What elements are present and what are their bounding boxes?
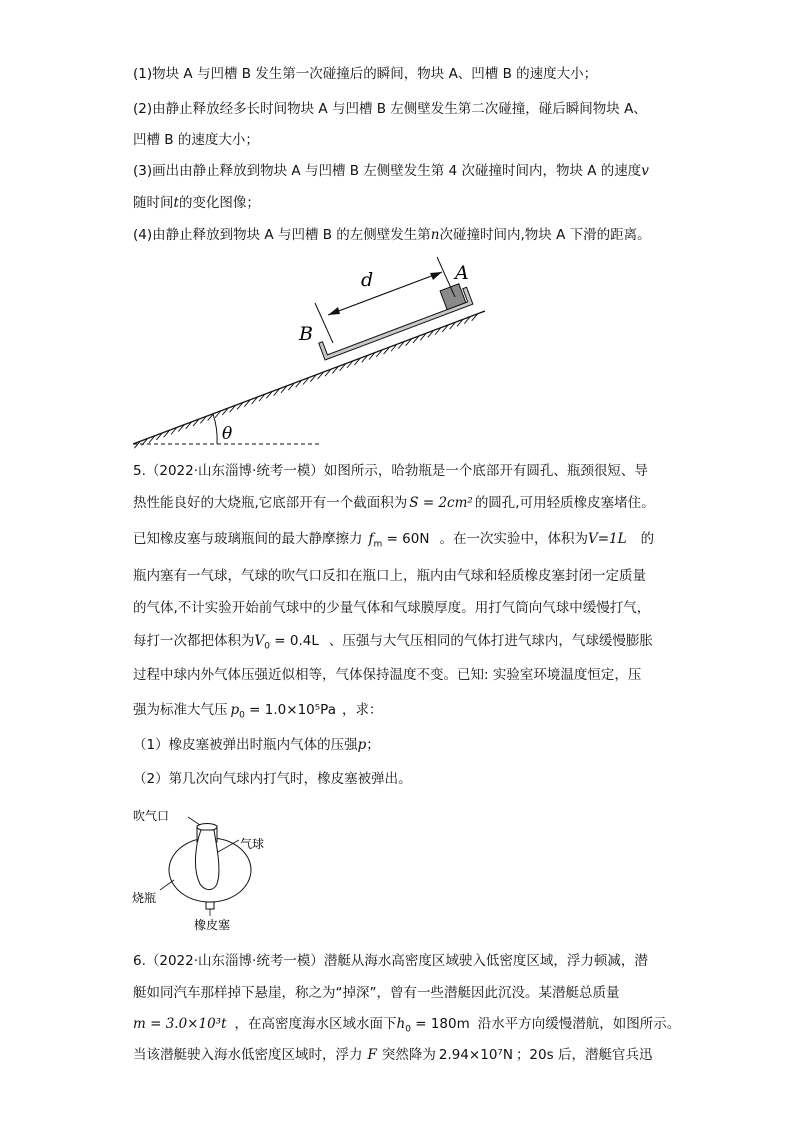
dim-line-left [315,303,333,343]
q4-item-3: (3)画出由静止释放到物块 A 与凹槽 B 左侧壁发生第 4 次碰撞时间内，物块 A 的速度v [133,163,649,179]
arrowhead-left [328,307,340,315]
label-blow-port: 吹气口 [133,809,170,823]
flask-figure [130,808,270,938]
formula-friction: = 60N [382,531,430,547]
var-f: F [367,1047,377,1063]
q5-line-8: 强为标准大气压 $p_0 = 1.0\times 10^5Pa$ ，求： [133,702,383,721]
q5-line-1: 5.（2022·山东淄博·统考一模）如图所示，哈勃瓶是一个底部开有圆孔、瓶颈很短、导 [133,463,648,479]
formula-p0: $p_0 = 1.0\times 10^5Pa$ [230,702,336,721]
var-v: v [641,163,649,179]
incline-figure [125,255,505,455]
formula-depth: $h_0 = 180m$ [396,1016,470,1035]
q5-line-6: 每打一次都把体积为$V_0 = 0.4L$ 、压强与大气压相同的气体打进气球内，气球缓慢膨胀 [133,633,653,652]
q6-line-2: 艇如同汽车那样掉下悬崖，称之为“掉深”，曾有一些潜艇因此沉没。某潜艇总质量 [133,985,620,1001]
q5-sub-1: （1）橡皮塞被弹出时瓶内气体的压强p； [133,737,380,753]
var-n: n [430,227,440,243]
q6-line-3: m = 3.0×10³t ，在高密度海水区域水面下$h_0 = 180m$ 沿水平方向缓慢潜航，如图所示。 [133,1016,681,1035]
formula-v0: $V_0 = 0.4L$ [254,633,319,652]
var-p: p [357,737,367,753]
theta-label: θ [222,424,233,444]
label-a: A [455,262,469,284]
label-flask: 烧瓶 [132,891,157,905]
arrowhead-right [430,272,442,280]
label-stopper: 橡皮塞 [194,918,231,932]
q6-line-1: 6.（2022·山东淄博·统考一模）潜艇从海水高密度区域驶入低密度区域，浮力顿减，潜 [133,953,648,969]
dimension-arrow-d [328,272,442,315]
q4-item-3-cont: 随时间t的变化图像； [133,195,260,211]
q4-item-1: (1)物块 A 与凹槽 B 发生第一次碰撞后的瞬间，物块 A、凹槽 B 的速度大小； [133,66,598,82]
formula-area: S = 2cm² [409,495,473,511]
q4-item-4: (4)由静止释放到物块 A 与凹槽 B 的左侧壁发生第n次碰撞时间内,物块 A 下滑的距离。 [133,227,651,243]
label-balloon: 气球 [240,837,265,851]
balloon [195,830,218,890]
q6-line-4: 当该潜艇驶入海水低密度区域时，浮力 F 突然降为 2.94×10⁷N ；20s 后，潜艇官兵迅 [133,1047,653,1063]
angle-arc [213,414,217,444]
q5-line-3: 已知橡皮塞与玻璃瓶间的最大静摩擦力 $f_m = 60N$ 。在一次实验中，体积为V=1L 的 [133,531,655,550]
groove-b [317,282,473,360]
var-t: t [173,195,179,211]
q5-line-4: 瓶内塞有一气球，气球的吹气口反扣在瓶口上，瓶内由气球和轻质橡皮塞封闭一定质量 [133,568,646,584]
q5-line-7: 过程中球内外气体压强近似相等，气体保持温度不变。已知: 实验室环境温度恒定，压 [133,667,642,683]
formula-mass: m = 3.0×10³t [133,1016,227,1032]
label-b: B [299,323,313,345]
q5-line-2: 热性能良好的大烧瓶,它底部开有一个截面积为 S = 2cm² 的圆孔,可用轻质橡皮塞堵住。 [133,495,655,511]
q4-item-2: (2)由静止释放经多长时间物块 A 与凹槽 B 左侧壁发生第二次碰撞，碰后瞬间物块 A、 [133,101,647,117]
q5-line-5: 的气体,不计实验开始前气球中的少量气体和气球膜厚度。用打气筒向气球中缓慢打气， [133,600,651,616]
label-d: d [361,269,374,291]
rubber-stopper [206,902,214,909]
formula-force: 2.94×10⁷N [438,1047,513,1063]
q4-item-2-cont: 凹槽 B 的速度大小； [133,132,259,148]
formula-volume: V=1L [587,531,627,547]
q5-sub-2: （2）第几次向气球内打气时，橡皮塞被弹出。 [133,771,412,787]
